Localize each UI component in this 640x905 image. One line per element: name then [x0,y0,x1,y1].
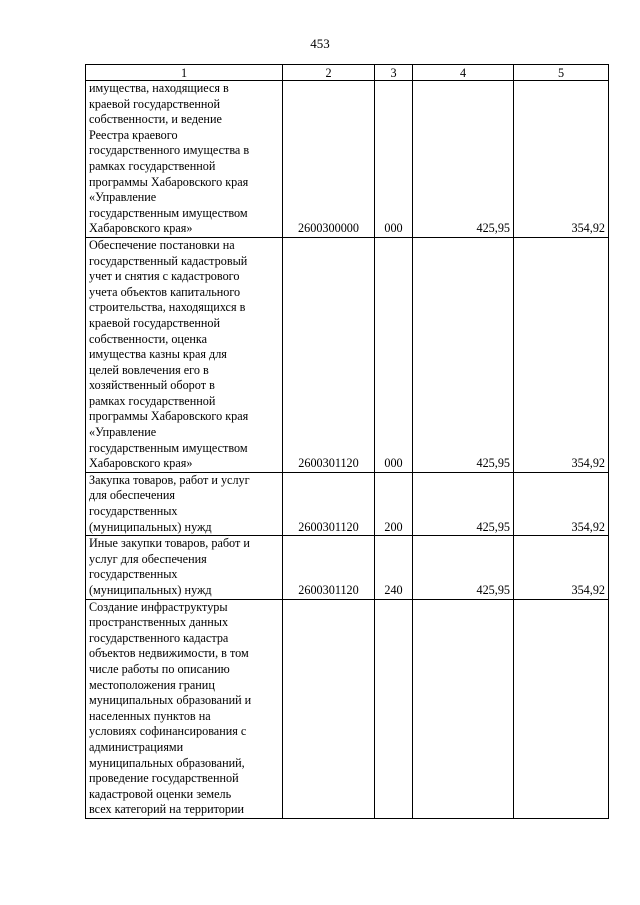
column-header-3: 3 [375,65,413,81]
table-row [86,536,609,599]
row-description: Обеспечение постановки на государственный кадастровый учет и снятия с кадастрового учета объектов капитального строительства, находящихся в краевой государственной собственности, оценка имущества казны края для целей вовлечения его в хозяйственный оборот в рамках государственной программы Хабаровского края «Управление государственным имуществом Хабаровского края» [86,237,283,472]
budget-table [85,64,609,819]
row-amount-col5 [514,599,609,818]
row-amount-col4: 425,95 [413,472,514,535]
column-header-2: 2 [283,65,375,81]
row-amount-col4 [413,599,514,818]
table-header-row [86,65,609,81]
row-target-code: 2600301120 [283,472,375,535]
table-row [86,81,609,238]
row-description: имущества, находящиеся в краевой государственной собственности, и ведение Реестра краевого государственного имущества в рамках государственной программы Хабаровского края «Управление государственным имуществом Хабаровского края» [86,81,283,238]
row-description: Создание инфраструктуры пространственных данных государственного кадастра объектов недвижимости, в том числе работы по описанию местоположения границ муниципальных образований и населенных пунктов на условиях софинансирования с администрациями муниципальных образований, проведение государственной кадастровой оценки земель всех категорий на территории [86,599,283,818]
row-amount-col4: 425,95 [413,81,514,238]
column-header-1: 1 [86,65,283,81]
row-target-code: 2600300000 [283,81,375,238]
column-header-4: 4 [413,65,514,81]
row-target-code: 2600301120 [283,237,375,472]
row-amount-col5: 354,92 [514,237,609,472]
row-expense-type [375,599,413,818]
row-target-code [283,599,375,818]
row-expense-type: 200 [375,472,413,535]
row-amount-col5: 354,92 [514,472,609,535]
table-row [86,472,609,535]
row-description: Иные закупки товаров, работ и услуг для обеспечения государственных (муниципальных) нужд [86,536,283,599]
table-row [86,237,609,472]
row-description: Закупка товаров, работ и услуг для обеспечения государственных (муниципальных) нужд [86,472,283,535]
row-expense-type: 000 [375,237,413,472]
row-target-code: 2600301120 [283,536,375,599]
row-amount-col4: 425,95 [413,237,514,472]
column-header-5: 5 [514,65,609,81]
row-expense-type: 000 [375,81,413,238]
row-amount-col5: 354,92 [514,81,609,238]
page-number: 453 [310,36,330,51]
row-amount-col4: 425,95 [413,536,514,599]
table-row [86,599,609,818]
row-expense-type: 240 [375,536,413,599]
row-amount-col5: 354,92 [514,536,609,599]
